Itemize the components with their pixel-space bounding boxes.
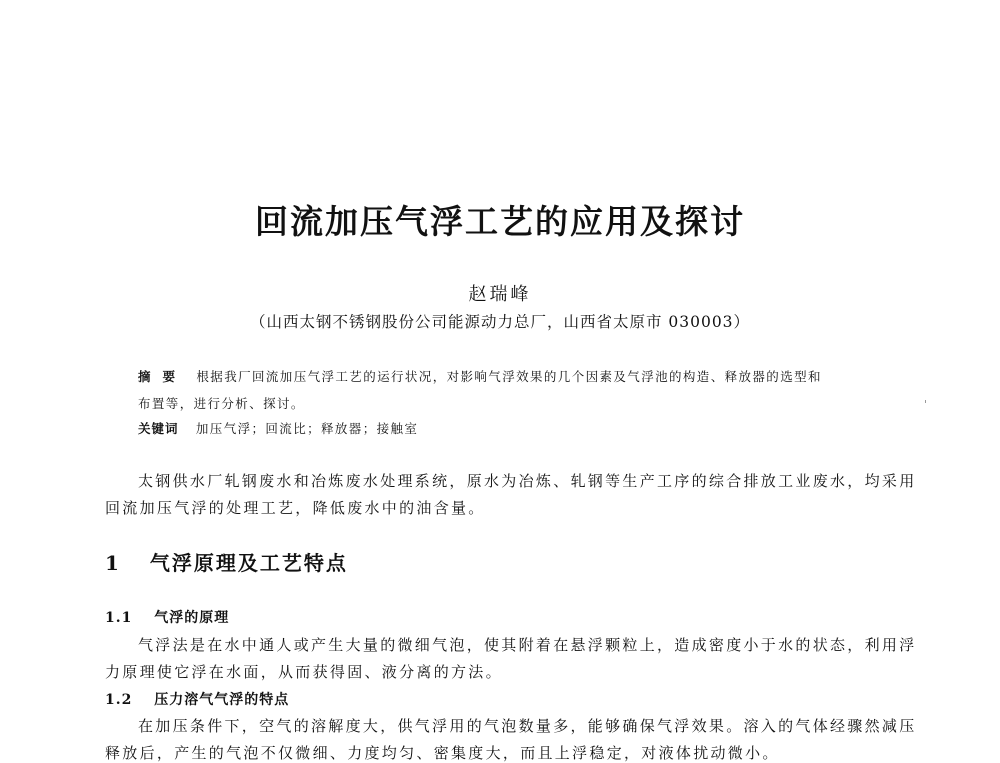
section-1-2-line-1: 在加压条件下，空气的溶解度大，供气浮用的气泡数量多，能够确保气浮效果。溶入的气体经骤然减压 [138, 717, 917, 735]
keywords-text: 加压气浮；回流比；释放器；接触室 [195, 421, 419, 436]
section-1-1-number: 1.1 [105, 610, 133, 626]
section-1-1-heading [105, 607, 229, 627]
scan-speck [925, 400, 926, 403]
intro-line-1: 太钢供水厂轧钢废水和冶炼废水处理系统，原水为冶炼、轧钢等生产工序的综合排放工业废水，均采用 [138, 472, 917, 490]
section-1-title: 气浮原理及工艺特点 [149, 551, 348, 575]
author-name: 赵瑞峰 [468, 284, 532, 305]
section-1-2-number: 1.2 [105, 692, 133, 708]
section-1-1-line-2: 力原理使它浮在水面，从而获得固、液分离的方法。 [105, 663, 503, 681]
author-affiliation: （山西太钢不锈钢股份公司能源动力总厂，山西省太原市 030003） [249, 313, 751, 331]
section-1-heading [105, 547, 348, 576]
abstract-text-1: 根据我厂回流加压气浮工艺的运行状况，对影响气浮效果的几个因素及气浮池的构造、释放器的选型和 [196, 369, 822, 384]
section-1-1-title: 气浮的原理 [154, 610, 230, 626]
paper-title: 回流加压气浮工艺的应用及探讨 [255, 202, 745, 241]
intro-line-2: 回流加压气浮的处理工艺，降低废水中的油含量。 [105, 499, 486, 517]
section-1-number: 1 [105, 551, 121, 575]
section-1-2-heading [105, 689, 289, 709]
abstract-line-1 [138, 367, 822, 385]
keywords-label: 关键词 [138, 421, 179, 436]
abstract-label: 摘要 [138, 369, 188, 384]
section-1-2-line-2: 释放后，产生的气泡不仅微细、力度均匀、密集度大，而且上浮稳定，对液体扰动微小。 [105, 744, 780, 762]
section-1-2-title: 压力溶气气浮的特点 [154, 692, 290, 708]
keywords-line [138, 419, 418, 437]
section-1-1-line-1: 气浮法是在水中通人或产生大量的微细气泡，使其附着在悬浮颗粒上，造成密度小于水的状态，利用浮 [138, 636, 917, 654]
abstract-line-2: 布置等，进行分析、探讨。 [138, 396, 305, 411]
